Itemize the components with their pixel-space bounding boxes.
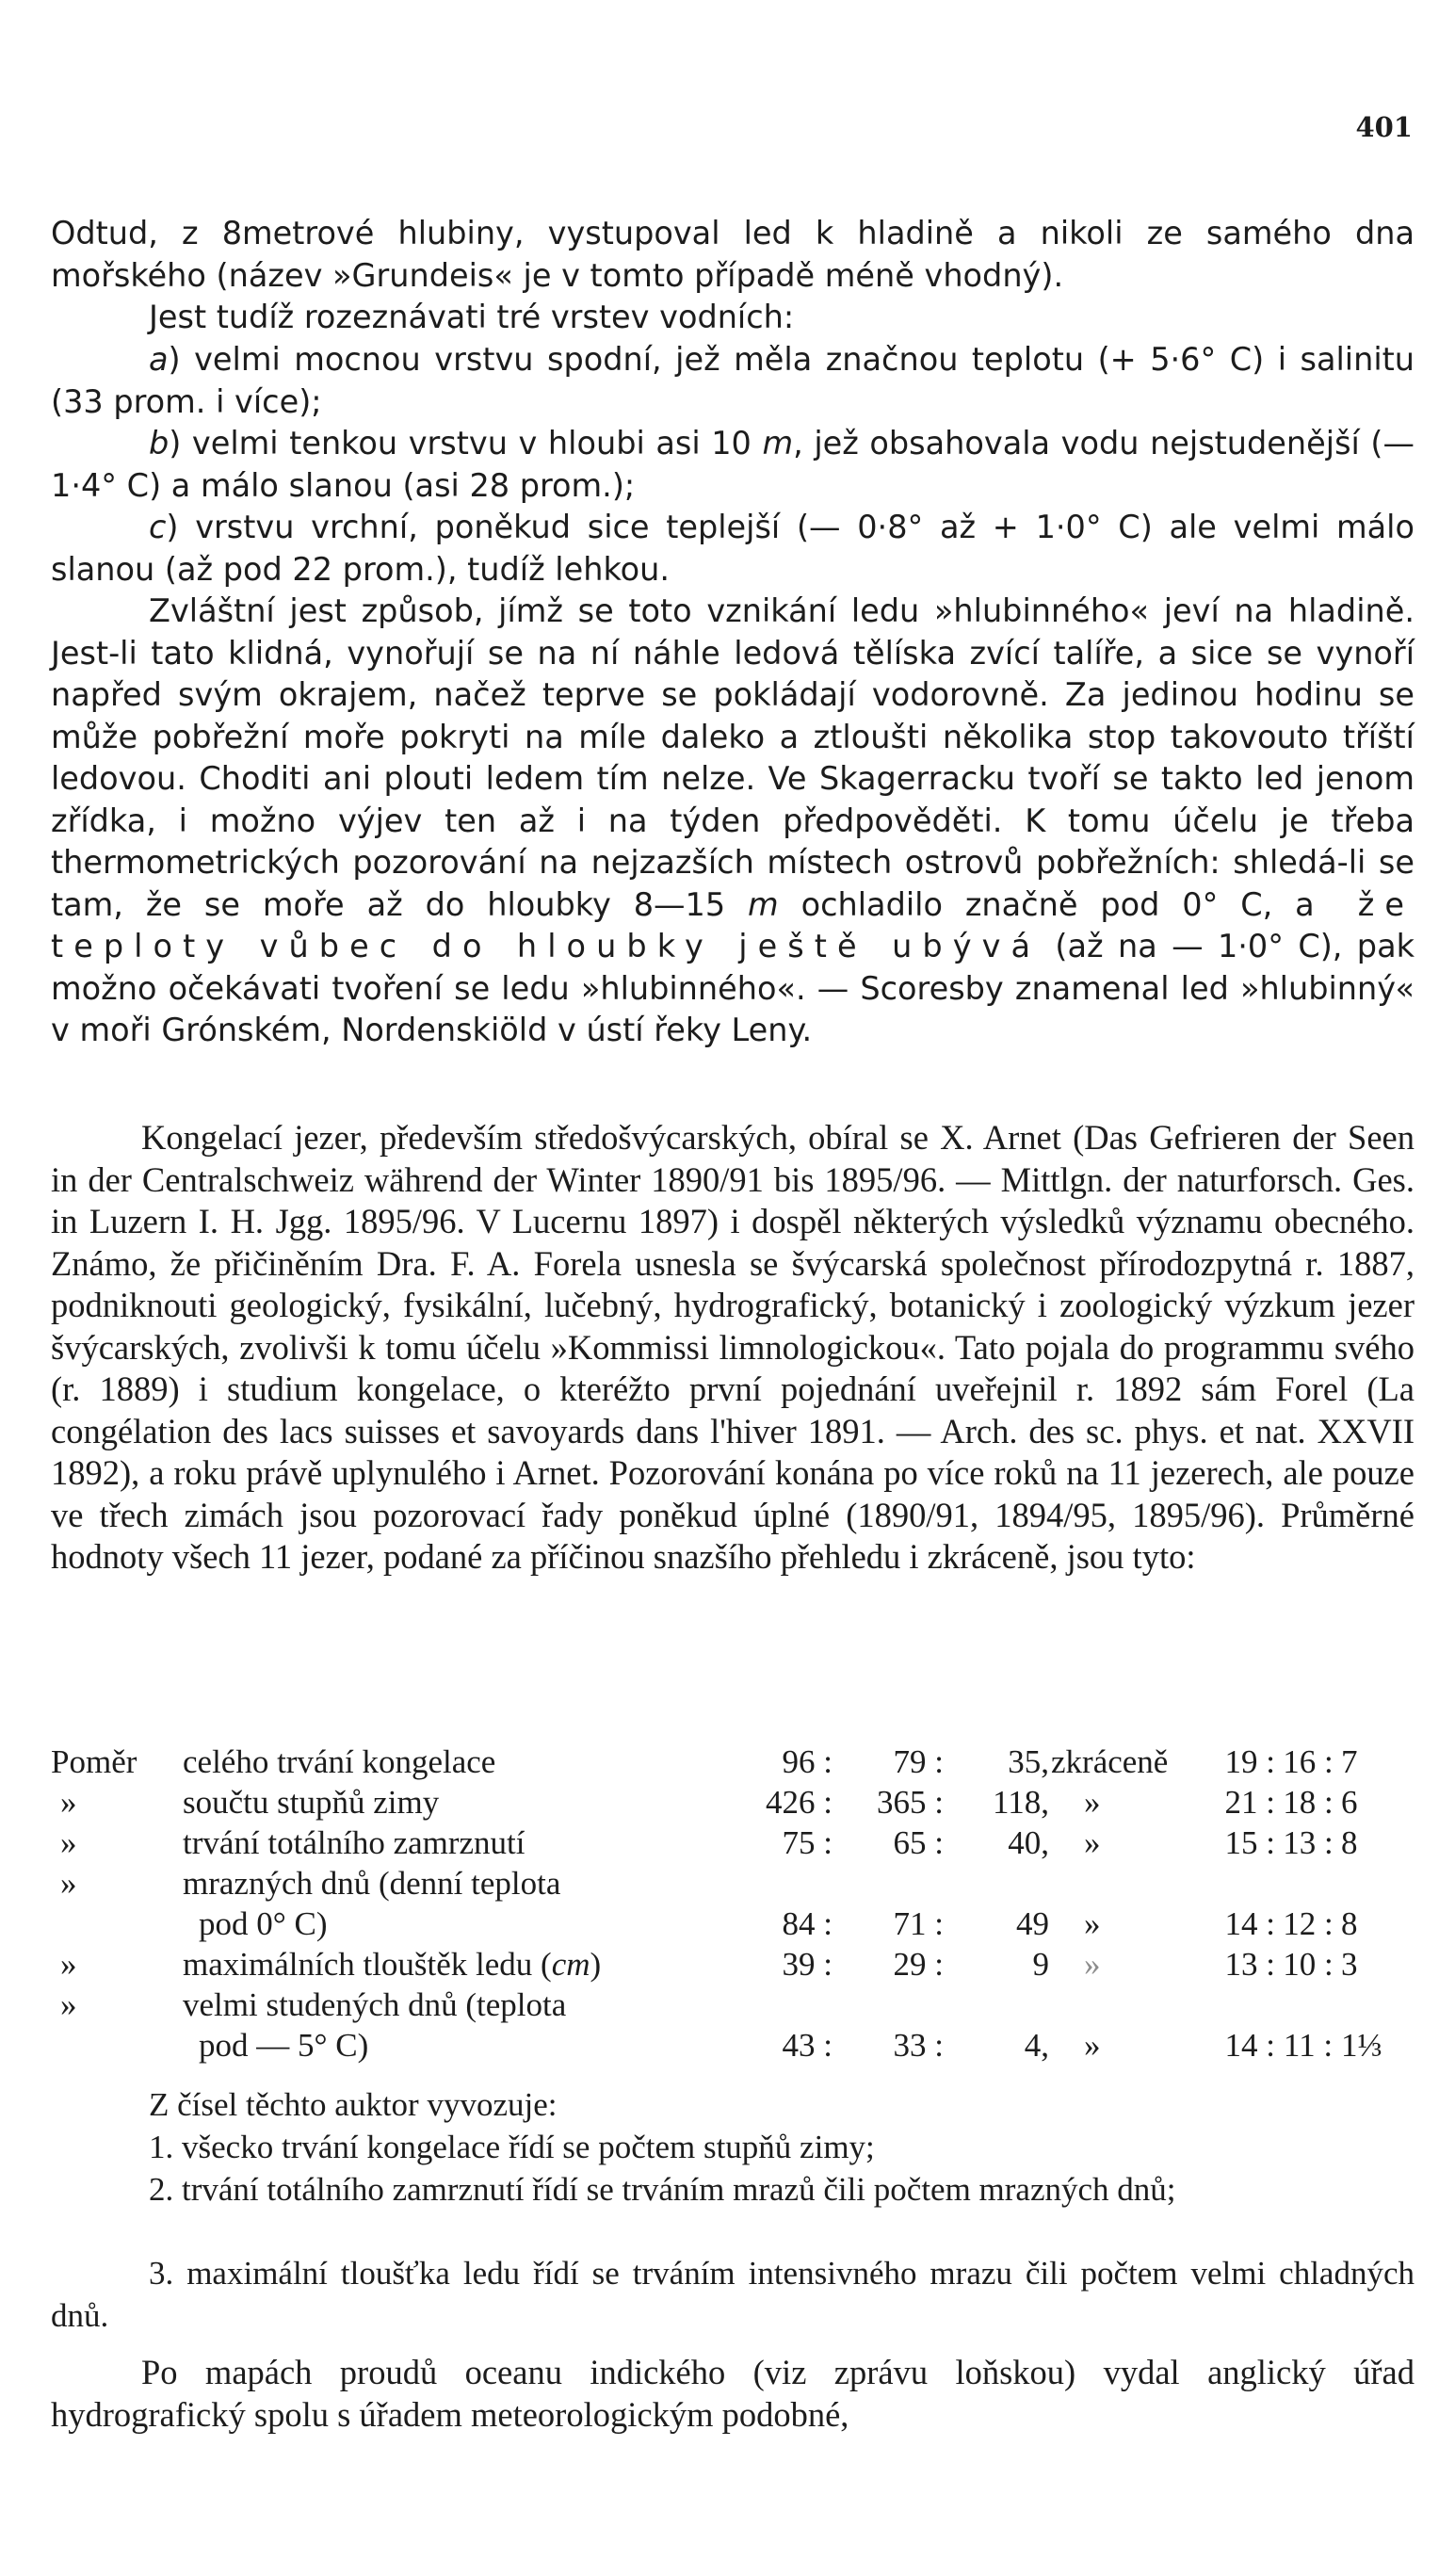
table-row: » mrazných dnů (denní teplota — [60, 1865, 561, 1902]
table-row: » součtu stupňů zimy 426 : 365 : 118, » 21 : 18 : 6 — [60, 1784, 1358, 1821]
layer-c: c) vrstvu vrchní, poněkud sice teplejší (— 0·8° až + 1·0° C) ale velmi málo slanou (až pod 22 prom.), tudíž lehkou. — [51, 509, 1415, 588]
table-row: » trvání totálního zamrznutí 75 : 65 : 40, » 15 : 13 : 8 — [60, 1824, 1358, 1861]
paragraph-arnet: Kongelací jezer, především středošvýcarských, obíral se X. Arnet (Das Gefrieren der Seen in der Centralschweiz während der Winter 1890/91 bis 1895/96. — Mittlgn. der naturforsch. Ges. in Luzern I. H. Jgg. 1895/96. V Lucernu 1897) i dospěl některých výsledků významu obecného. Známo, že přičiněním Dra. F. A. Forela usnesla se švýcarská společnost přírodozpytná r. 1887, podniknouti geologický, fysikální, lučebný, hydrografický, botanický i zoologický výzkum jezer švýcarských, zvolivši k tomu účelu »Kommissi limnologickou«. Tato pojala do programmu svého (r. 1889) i studium kongelace, o kteréžto první pojednání uveřejnil r. 1892 sám Forel (La congélation des lacs suisses et savoyards dans l'hiver 1891. — Arch. des sc. phys. et nat. XXVII 1892), a roku právě uplynulého i Arnet. Pozorování konána po více roků na 11 jezerech, ale pouze ve třech zimách jsou pozorovací řady poněkud úplné (1890/91, 1894/95, 1895/96). Průměrné hodnoty všech 11 jezer, podané za příčinou snazšího přehledu i zkráceně, jsou tyto: — [51, 1118, 1415, 1576]
table-row: pod 0° C) 84 : 71 : 49 » 14 : 12 : 8 — [199, 1905, 1358, 1942]
conclusion-item: 3. maximální tloušťka ledu řídí se trváním intensivného mrazu čili počtem velmi chladných dnů. — [51, 2255, 1415, 2334]
page-number: 401 — [1355, 111, 1413, 143]
paragraph-deep-ice: Zvláštní jest způsob, jímž se toto vznikání ledu »hlubinného« jeví na hladině. Jest-li tato klidná, vynořují se na ní náhle ledová tělíska zvící talíře, a sice se vynoří napřed svým okrajem, načež teprve se pokládají vodorovně. Za jedinou hodinu se může pobřežní moře pokryti na míle daleko a ztloušti několika stop takovouto tříští ledovou. Choditi ani plouti ledem tím nelze. Ve Skagerracku tvoří se takto led jenom zřídka, i možno výjev ten až i na týden předpověděti. K tomu účelu je třeba thermometrických pozorování na nejzazších místech ostrovů pobřežních: shledá-li se tam, že se moře až do hloubky 8—15 m ochladilo značně pod 0° C, a že teploty vůbec do hloubky ještě ubývá (až na — 1·0° C), pak možno očekávati tvoření se ledu »hlubinného«. — Scoresby znamenal led »hlubinný« v moři Grónském, Nordenskiöld v ústí řeky Leny. — [51, 592, 1415, 1048]
table-row: » maximálních tlouštěk ledu (cm) 39 : 29 : 9 » 13 : 10 : 3 — [60, 1946, 1358, 1983]
table-row: » velmi studených dnů (teplota — [60, 1986, 567, 2023]
layer-a: a) velmi mocnou vrstvu spodní, jež měla značnou teplotu (+ 5·6° C) i salinitu (33 prom. i více); — [51, 341, 1415, 420]
paragraph-intro: Odtud, z 8metrové hlubiny, vystupoval led k hladině a nikoli ze samého dna mořského (název »Grundeis« je v tomto případě méně vhodný). Jest tudíž rozeznávati tré vrstev vodních: — [51, 215, 1415, 335]
layer-b: b) velmi tenkou vrstvu v hloubi asi 10 m, jež obsahovala vodu nejstudenější (— 1·4° C) a málo slanou (asi 28 prom.); — [51, 425, 1415, 504]
conclusion-intro: Z čísel těchto auktor vyvozuje: — [149, 2086, 558, 2123]
paragraph-closing: Po mapách proudů oceanu indického (viz zprávu loňskou) vydal anglický úřad hydrografický spolu s úřadem meteorologickým podobné, — [51, 2353, 1415, 2434]
table-row: Poměr celého trvání kongelace 96 : 79 : 35, zkráceně 19 : 16 : 7 — [51, 1743, 1358, 1780]
table-row: pod — 5° C) 43 : 33 : 4, » 14 : 11 : 1⅓ — [199, 2027, 1382, 2064]
conclusion-item: 2. trvání totálního zamrznutí řídí se trváním mrazů čili počtem mrazných dnů; — [149, 2171, 1176, 2208]
conclusion-item: 1. všecko trvání kongelace řídí se počtem stupňů zimy; — [149, 2129, 875, 2165]
